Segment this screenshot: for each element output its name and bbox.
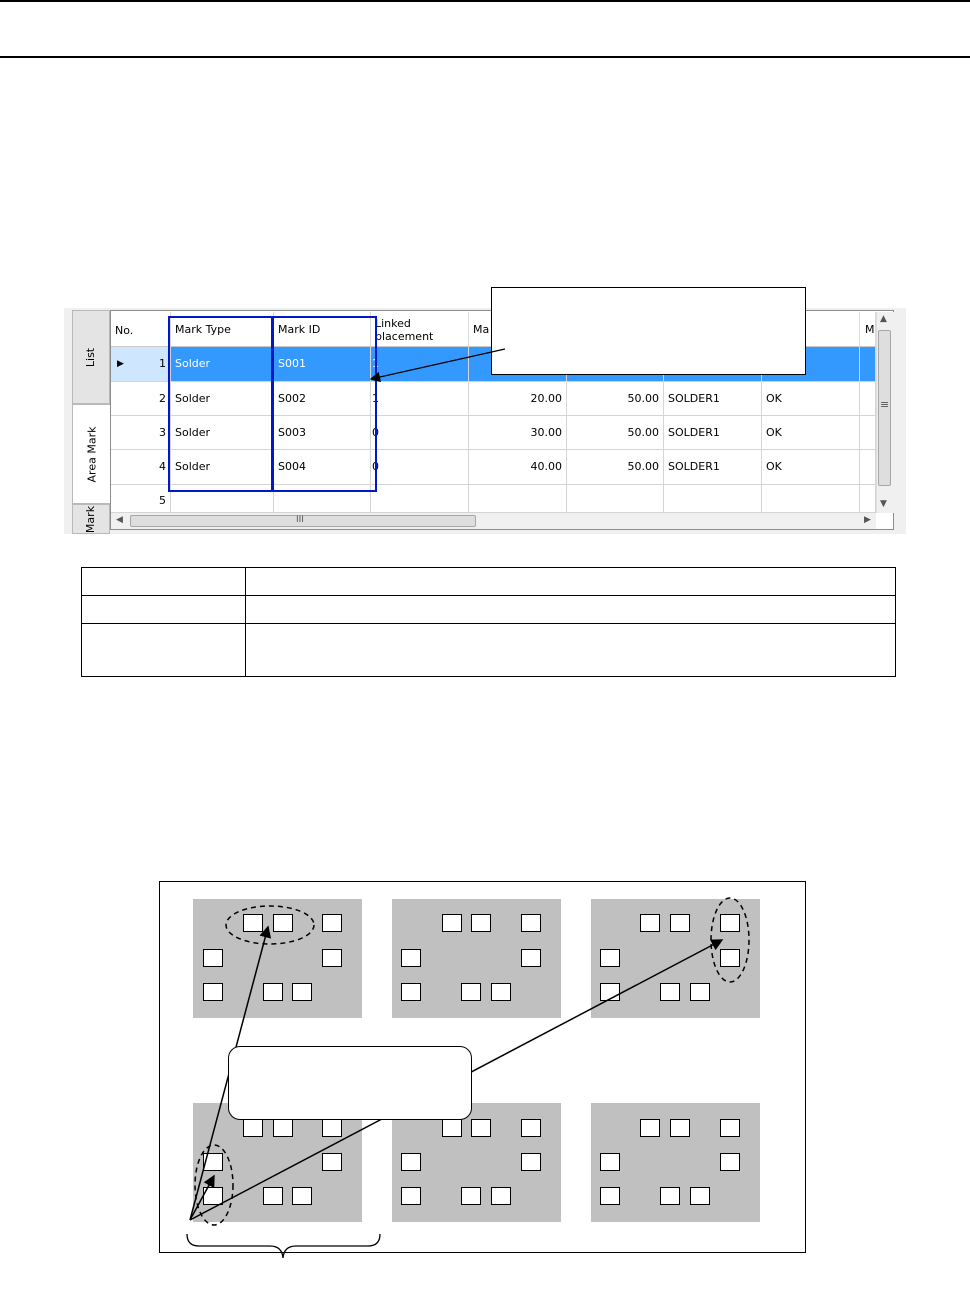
row-4-mark-id[interactable]: S004 <box>274 450 371 485</box>
row-3-status[interactable]: OK <box>762 416 860 450</box>
tab-list-label: List <box>84 347 98 367</box>
row-4-x[interactable]: 40.00 <box>469 450 567 485</box>
vscroll-grip-icon: ≡ <box>880 398 890 411</box>
row-2-name[interactable]: SOLDER1 <box>664 382 762 416</box>
diagram-callout-box <box>228 1046 472 1120</box>
brace <box>187 1234 380 1258</box>
dashed-ellipse-left <box>195 1145 233 1225</box>
row-2-linked[interactable]: 1 <box>371 382 469 416</box>
row-3-linked[interactable]: 0 <box>371 416 469 450</box>
row-4-linked[interactable]: 0 <box>371 450 469 485</box>
row-1-linked[interactable]: 1 <box>371 347 469 382</box>
dashed-ellipse-right <box>711 898 749 982</box>
row-4-y[interactable]: 50.00 <box>567 450 664 485</box>
row-1-no[interactable]: ▶ 1 <box>111 347 171 382</box>
row-2-no[interactable]: 2 <box>111 382 171 416</box>
row-2-mark-id[interactable]: S002 <box>274 382 371 416</box>
row-3-no[interactable]: 3 <box>111 416 171 450</box>
col-header-ma[interactable]: Ma <box>469 312 567 347</box>
row-3-x[interactable]: 30.00 <box>469 416 567 450</box>
scroll-down-arrow-icon[interactable]: ▼ <box>880 499 887 509</box>
col-header-m[interactable]: M <box>860 312 876 347</box>
row-2-x[interactable]: 20.00 <box>469 382 567 416</box>
row-1-mark-id[interactable]: S001 <box>274 347 371 382</box>
scroll-left-arrow-icon[interactable]: ◀ <box>116 515 123 525</box>
row-2-y[interactable]: 50.00 <box>567 382 664 416</box>
dashed-ellipse-top <box>226 906 314 944</box>
col-header-linked-placement[interactable]: Linked placement <box>371 312 469 347</box>
col-header-mark-type[interactable]: Mark Type <box>171 312 274 347</box>
row-4-mark-type[interactable]: Solder <box>171 450 274 485</box>
col-header-mark-id[interactable]: Mark ID <box>274 312 371 347</box>
row-2-mark-type[interactable]: Solder <box>171 382 274 416</box>
row-3-mark-id[interactable]: S003 <box>274 416 371 450</box>
scroll-right-arrow-icon[interactable]: ▶ <box>864 515 871 525</box>
row-4-name[interactable]: SOLDER1 <box>664 450 762 485</box>
row-4-status[interactable]: OK <box>762 450 860 485</box>
row-3-mark-type[interactable]: Solder <box>171 416 274 450</box>
row-4-no[interactable]: 4 <box>111 450 171 485</box>
row-3-y[interactable]: 50.00 <box>567 416 664 450</box>
row-1-mark-type[interactable]: Solder <box>171 347 274 382</box>
row-5-no[interactable]: 5 <box>111 485 171 513</box>
col-header-no[interactable]: No. <box>111 312 171 347</box>
tab-area-mark-label: Area Mark <box>85 426 98 482</box>
tab-mark-label: Mark <box>84 505 98 534</box>
hscroll-grip-icon: III <box>296 515 304 525</box>
row-2-status[interactable]: OK <box>762 382 860 416</box>
row-3-name[interactable]: SOLDER1 <box>664 416 762 450</box>
scroll-up-arrow-icon[interactable]: ▲ <box>880 314 887 324</box>
row-selector-icon: ▶ <box>117 359 124 369</box>
